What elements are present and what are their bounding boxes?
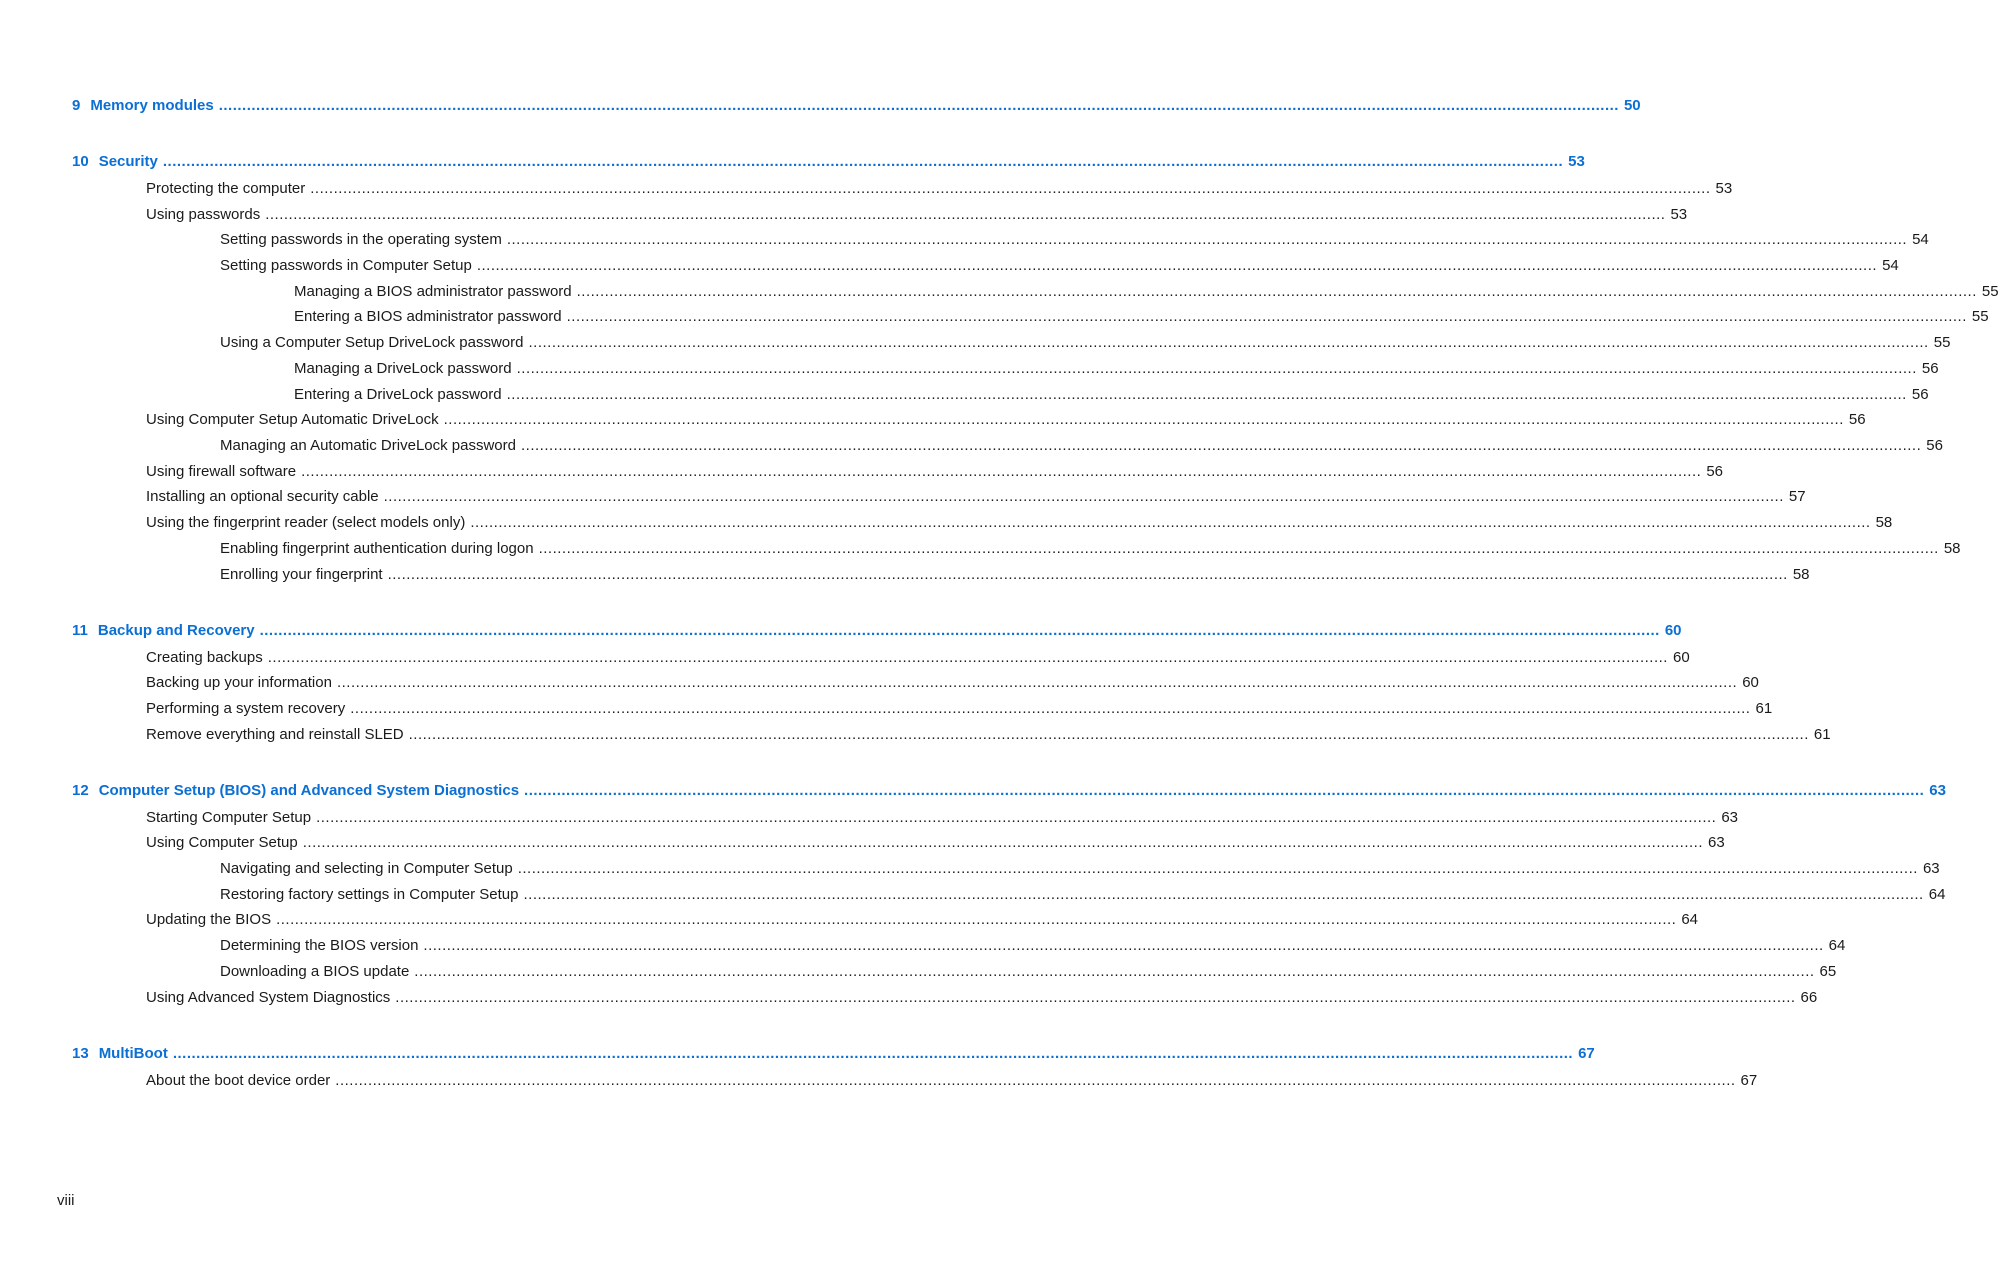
entry-page-number: 50: [1623, 97, 1641, 114]
entry-page-number: 56: [1921, 360, 1939, 377]
toc-section-entry[interactable]: [220, 230, 1929, 250]
entry-title: Managing a BIOS administrator password: [294, 283, 572, 300]
dot-leader: ............................................................................................................................................................................................................................................................................................................: [516, 360, 1917, 377]
dot-leader: ............................................................................................................................................................................................................................................................................................................: [218, 97, 1619, 114]
toc-section-entry[interactable]: [220, 256, 1899, 276]
entry-title: Computer Setup (BIOS) and Advanced System Diagnostics: [98, 782, 520, 799]
toc-section-entry[interactable]: [146, 910, 1699, 930]
entry-title: Using passwords: [146, 206, 261, 223]
entry-page-number: 53: [1715, 180, 1733, 197]
entry-page-number: 55: [1971, 308, 1989, 325]
entry-page-number: 55: [1933, 334, 1951, 351]
entry-title: Using Computer Setup Automatic DriveLock: [146, 411, 439, 428]
toc-section-entry[interactable]: [220, 962, 1837, 982]
toc-section-entry[interactable]: [220, 885, 1946, 905]
toc-section-entry[interactable]: [146, 808, 1739, 828]
toc-section-entry[interactable]: [146, 673, 1759, 693]
entry-page-number: 60: [1742, 674, 1759, 691]
chapter-number: 11: [72, 622, 88, 639]
entry-title: About the boot device order: [146, 1072, 331, 1089]
entry-title: Downloading a BIOS update: [220, 963, 410, 980]
entry-title: Backing up your information: [146, 674, 332, 691]
dot-leader: ............................................................................................................................................................................................................................................................................................................: [316, 809, 1717, 826]
entry-page-number: 60: [1672, 649, 1690, 666]
entry-title: Starting Computer Setup: [146, 809, 312, 826]
entry-title: Entering a BIOS administrator password: [294, 308, 562, 325]
dot-leader: ............................................................................................................................................................................................................................................................................................................: [335, 1072, 1736, 1089]
toc-section-entry[interactable]: [146, 410, 1866, 430]
dot-leader: ............................................................................................................................................................................................................................................................................................................: [506, 386, 1907, 403]
dot-leader: ............................................................................................................................................................................................................................................................................................................: [517, 860, 1918, 877]
dot-leader: ............................................................................................................................................................................................................................................................................................................: [423, 937, 1824, 954]
entry-page-number: 56: [1911, 386, 1929, 403]
entry-title: Performing a system recovery: [146, 700, 346, 717]
entry-title: Using firewall software: [146, 463, 297, 480]
entry-page-number: 54: [1882, 257, 1899, 274]
entry-page-number: 63: [1922, 860, 1940, 877]
toc-section-entry[interactable]: [146, 205, 1688, 225]
entry-title: Security: [98, 153, 158, 170]
dot-leader: ............................................................................................................................................................................................................................................................................................................: [383, 488, 1784, 505]
entry-title: MultiBoot: [98, 1045, 168, 1062]
toc-chapter-entry[interactable]: [72, 781, 1946, 801]
entry-title: Creating backups: [146, 649, 263, 666]
entry-title: Managing a DriveLock password: [294, 360, 512, 377]
dot-leader: ............................................................................................................................................................................................................................................................................................................: [350, 700, 1751, 717]
entry-page-number: 63: [1708, 834, 1725, 851]
entry-title: Navigating and selecting in Computer Setup: [220, 860, 513, 877]
toc-section-entry[interactable]: [146, 725, 1831, 745]
entry-page-number: 64: [1928, 886, 1946, 903]
toc-section-entry[interactable]: [220, 936, 1846, 956]
dot-leader: ............................................................................................................................................................................................................................................................................................................: [414, 963, 1815, 980]
toc-section-entry[interactable]: [294, 307, 1989, 327]
entry-title: Using a Computer Setup DriveLock password: [220, 334, 524, 351]
entry-page-number: 58: [1943, 540, 1961, 557]
toc-section-entry[interactable]: [146, 487, 1806, 507]
toc-chapter-entry[interactable]: [72, 621, 1682, 641]
entry-page-number: 65: [1819, 963, 1837, 980]
dot-leader: ............................................................................................................................................................................................................................................................................................................: [523, 886, 1924, 903]
entry-title: Memory modules: [90, 97, 214, 114]
dot-leader: ............................................................................................................................................................................................................................................................................................................: [310, 180, 1711, 197]
toc-section-entry[interactable]: [220, 539, 1961, 559]
entry-title: Installing an optional security cable: [146, 488, 379, 505]
entry-page-number: 66: [1800, 989, 1818, 1006]
dot-leader: ............................................................................................................................................................................................................................................................................................................: [470, 514, 1871, 531]
entry-page-number: 58: [1792, 566, 1810, 583]
dot-leader: ............................................................................................................................................................................................................................................................................................................: [302, 834, 1703, 851]
toc-section-entry[interactable]: [146, 1071, 1758, 1091]
entry-page-number: 63: [1929, 782, 1946, 799]
chapter-number: 13: [72, 1045, 89, 1062]
toc-section-entry[interactable]: [146, 699, 1773, 719]
entry-title: Enabling fingerprint authentication during logon: [220, 540, 534, 557]
entry-title: Restoring factory settings in Computer Setup: [220, 886, 519, 903]
toc-section-entry[interactable]: [220, 565, 1810, 585]
toc-section-entry[interactable]: [220, 333, 1951, 353]
dot-leader: ............................................................................................................................................................................................................................................................................................................: [172, 1045, 1574, 1062]
entry-page-number: 61: [1813, 726, 1831, 743]
entry-title: Remove everything and reinstall SLED: [146, 726, 404, 743]
toc-section-entry[interactable]: [146, 462, 1723, 482]
entry-title: Updating the BIOS: [146, 911, 272, 928]
entry-page-number: 60: [1664, 622, 1682, 639]
entry-title: Using the fingerprint reader (select models only): [146, 514, 466, 531]
entry-title: Backup and Recovery: [97, 622, 255, 639]
dot-leader: ............................................................................................................................................................................................................................................................................................................: [336, 674, 1738, 691]
dot-leader: ............................................................................................................................................................................................................................................................................................................: [576, 283, 1977, 300]
toc-section-entry[interactable]: [294, 385, 1929, 405]
entry-page-number: 55: [1981, 283, 1999, 300]
dot-leader: ............................................................................................................................................................................................................................................................................................................: [162, 153, 1564, 170]
toc-section-entry[interactable]: [294, 359, 1939, 379]
entry-title: Entering a DriveLock password: [294, 386, 502, 403]
entry-title: Determining the BIOS version: [220, 937, 419, 954]
toc-section-entry[interactable]: [146, 648, 1690, 668]
entry-page-number: 57: [1788, 488, 1806, 505]
dot-leader: ............................................................................................................................................................................................................................................................................................................: [408, 726, 1809, 743]
entry-title: Using Advanced System Diagnostics: [146, 989, 391, 1006]
entry-page-number: 53: [1568, 153, 1585, 170]
entry-page-number: 64: [1828, 937, 1846, 954]
dot-leader: ............................................................................................................................................................................................................................................................................................................: [443, 411, 1844, 428]
chapter-number: 9: [72, 97, 81, 114]
chapter-number: 12: [72, 782, 89, 799]
entry-page-number: 54: [1912, 231, 1929, 248]
dot-leader: ............................................................................................................................................................................................................................................................................................................: [395, 989, 1796, 1006]
entry-title: Managing an Automatic DriveLock password: [220, 437, 516, 454]
entry-page-number: 61: [1755, 700, 1773, 717]
dot-leader: ............................................................................................................................................................................................................................................................................................................: [267, 649, 1668, 666]
entry-title: Protecting the computer: [146, 180, 306, 197]
entry-page-number: 63: [1721, 809, 1739, 826]
toc-section-entry[interactable]: [220, 859, 1940, 879]
toc-section-entry[interactable]: [294, 282, 1999, 302]
entry-page-number: 67: [1578, 1045, 1595, 1062]
entry-title: Setting passwords in Computer Setup: [220, 257, 472, 274]
entry-page-number: 56: [1706, 463, 1723, 480]
entry-page-number: 64: [1681, 911, 1699, 928]
dot-leader: ............................................................................................................................................................................................................................................................................................................: [259, 622, 1660, 639]
toc-chapter-entry[interactable]: [72, 152, 1585, 172]
dot-leader: ............................................................................................................................................................................................................................................................................................................: [566, 308, 1967, 325]
entry-page-number: 58: [1875, 514, 1893, 531]
toc-section-entry[interactable]: [146, 179, 1733, 199]
toc-chapter-entry[interactable]: [72, 1044, 1595, 1064]
toc-section-entry[interactable]: [146, 988, 1818, 1008]
dot-leader: ............................................................................................................................................................................................................................................................................................................: [521, 437, 1922, 454]
dot-leader: ............................................................................................................................................................................................................................................................................................................: [528, 334, 1929, 351]
dot-leader: ............................................................................................................................................................................................................................................................................................................: [476, 257, 1878, 274]
dot-leader: ............................................................................................................................................................................................................................................................................................................: [265, 206, 1666, 223]
entry-title: Enrolling your fingerprint: [220, 566, 383, 583]
entry-title: Using Computer Setup: [146, 834, 298, 851]
toc-section-entry[interactable]: [146, 513, 1893, 533]
dot-leader: ............................................................................................................................................................................................................................................................................................................: [506, 231, 1908, 248]
dot-leader: ............................................................................................................................................................................................................................................................................................................: [301, 463, 1702, 480]
entry-page-number: 67: [1740, 1072, 1758, 1089]
page-number: viii: [57, 1192, 75, 1209]
entry-page-number: 56: [1926, 437, 1943, 454]
dot-leader: ............................................................................................................................................................................................................................................................................................................: [524, 782, 1925, 799]
entry-title: Setting passwords in the operating system: [220, 231, 502, 248]
chapter-number: 10: [72, 153, 89, 170]
entry-page-number: 56: [1848, 411, 1866, 428]
dot-leader: ............................................................................................................................................................................................................................................................................................................: [538, 540, 1939, 557]
dot-leader: ............................................................................................................................................................................................................................................................................................................: [387, 566, 1788, 583]
toc-section-entry[interactable]: [220, 436, 1943, 456]
toc-section-entry[interactable]: [146, 833, 1725, 853]
toc-chapter-entry[interactable]: [72, 96, 1641, 116]
entry-page-number: 53: [1670, 206, 1688, 223]
dot-leader: ............................................................................................................................................................................................................................................................................................................: [276, 911, 1677, 928]
